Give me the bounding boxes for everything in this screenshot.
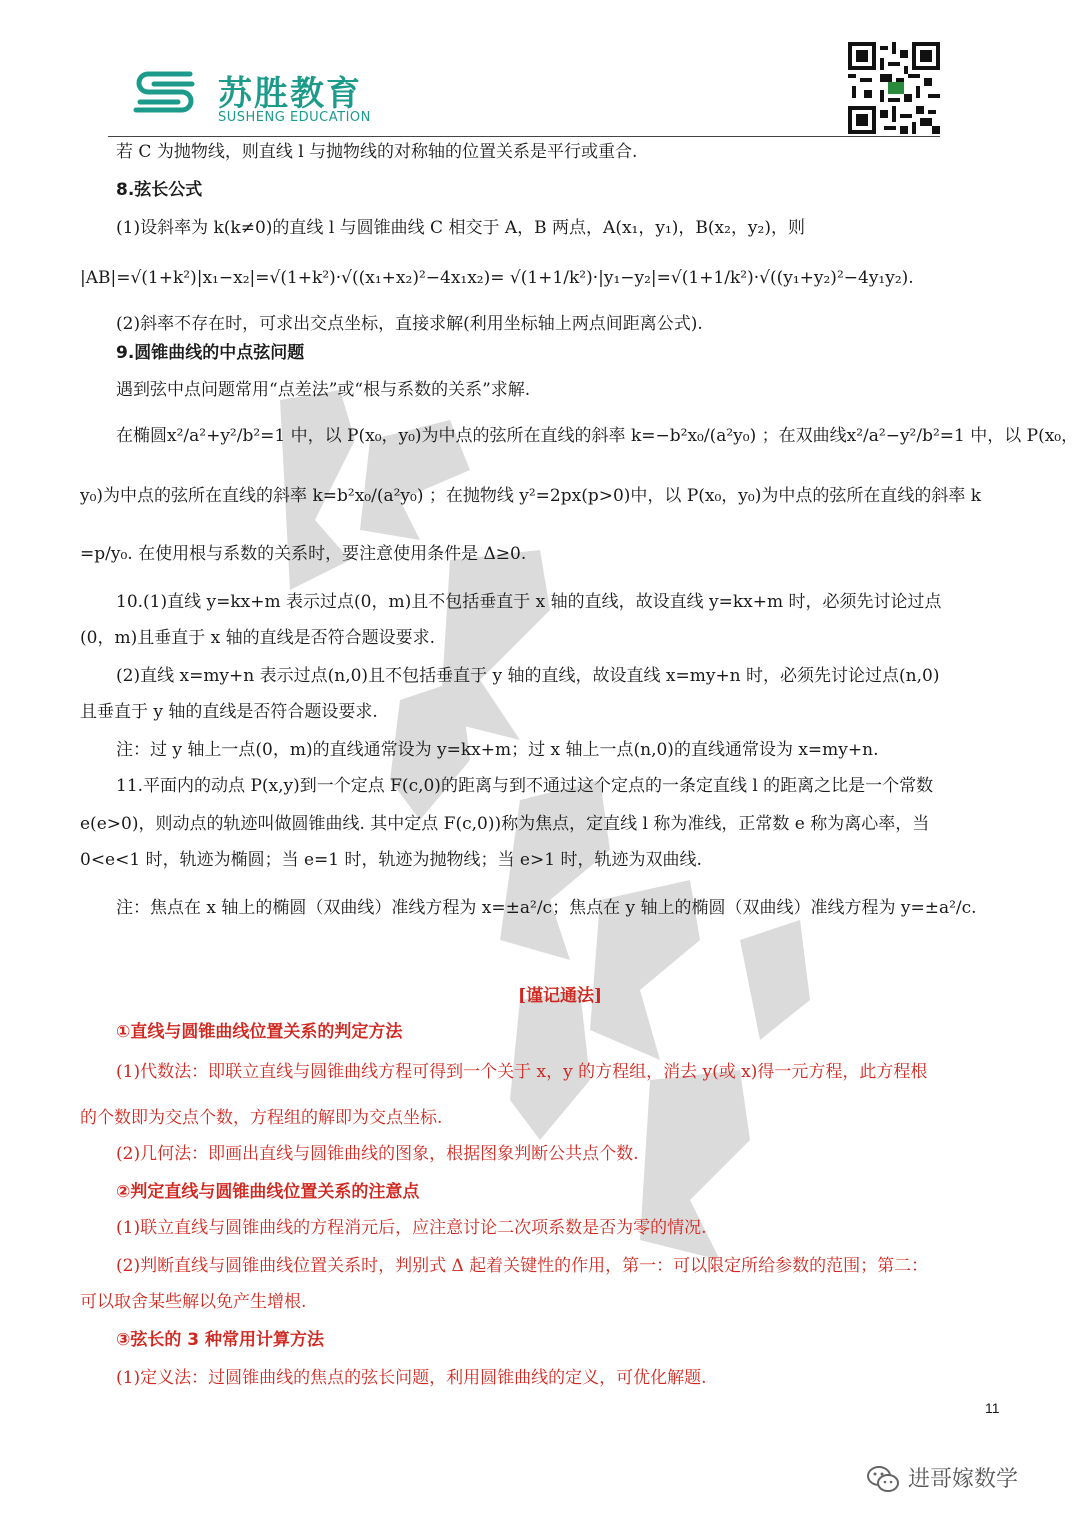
formula-line: y₀)为中点的弦所在直线的斜率 k=b²x₀/(a²y₀) ；在抛物线 y²=2px(p>0)中，以 P(x₀，y₀)为中点的弦所在直线的斜率 k [80, 486, 982, 506]
section-heading: 9.圆锥曲线的中点弦问题 [116, 343, 305, 363]
text-line: e(e>0)，则动点的轨迹叫做圆锥曲线. 其中定点 F(c,0))称为焦点，定直线 l 称为准线，正常数 e 称为离心率，当 [80, 814, 930, 834]
text-line: (2)斜率不存在时，可求出交点坐标，直接求解(利用坐标轴上两点间距离公式). [116, 314, 703, 334]
text-line: (2)几何法：即画出直线与圆锥曲线的图象，根据图象判断公共点个数. [116, 1144, 639, 1164]
text-line: (1)定义法：过圆锥曲线的焦点的弦长问题，利用圆锥曲线的定义，可优化解题. [116, 1368, 707, 1388]
text-line: 的个数即为交点个数，方程组的解即为交点坐标. [80, 1108, 443, 1128]
subsection-heading: ②判定直线与圆锥曲线位置关系的注意点 [116, 1182, 420, 1202]
text-line: 0<e<1 时，轨迹为椭圆；当 e=1 时，轨迹为抛物线；当 e>1 时，轨迹为双曲线. [80, 850, 702, 870]
text-line: 11.平面内的动点 P(x,y)到一个定点 F(c,0)的距离与到不通过这个定点的一条定直线 l 的距离之比是一个常数 [116, 776, 934, 796]
text-line: 且垂直于 y 轴的直线是否符合题设要求. [80, 702, 378, 722]
note-line: 注：过 y 轴上一点(0，m)的直线通常设为 y=kx+m；过 x 轴上一点(n,0)的直线通常设为 x=my+n. [116, 740, 879, 760]
section-heading: 8.弦长公式 [116, 180, 203, 200]
text-line: (0，m)且垂直于 x 轴的直线是否符合题设要求. [80, 628, 435, 648]
text-line: (2)直线 x=my+n 表示过点(n,0)且不包括垂直于 y 轴的直线，故设直线 x=my+n 时，必须先讨论过点(n,0) [116, 666, 940, 686]
text-line: 若 C 为抛物线，则直线 l 与抛物线的对称轴的位置关系是平行或重合. [116, 142, 638, 162]
text-line: (1)联立直线与圆锥曲线的方程消元后，应注意讨论二次项系数是否为零的情况. [116, 1218, 707, 1238]
formula-line: 在椭圆x²/a²+y²/b²=1 中，以 P(x₀，y₀)为中点的弦所在直线的斜率 k=−b²x₀/(a²y₀) ；在双曲线x²/a²−y²/b²=1 中，以 P(x₀， [116, 426, 1079, 446]
brand-name-cn: 苏胜教育 [218, 74, 362, 114]
text-line: 可以取舍某些解以免产生增根. [80, 1292, 307, 1312]
formula-line: =p/y₀. 在使用根与系数的关系时，要注意使用条件是 Δ≥0. [80, 544, 527, 564]
formula-line: |AB|=√(1+k²)|x₁−x₂|=√(1+k²)·√((x₁+x₂)²−4x₁x₂)= √(1+1/k²)·|y₁−y₂|=√(1+1/k²)·√((y₁+y₂)²−4y₁y₂). [80, 268, 914, 288]
text-line: (1)设斜率为 k(k≠0)的直线 l 与圆锥曲线 C 相交于 A，B 两点，A(x₁，y₁)，B(x₂，y₂)，则 [116, 218, 805, 238]
subsection-heading: ③弦长的 3 种常用计算方法 [116, 1330, 325, 1350]
section-title: [谨记通法] [517, 986, 603, 1006]
page-number: 11 [985, 1400, 1000, 1416]
wechat-account-label: 进哥嫁数学 [908, 1467, 1019, 1492]
brand-logo [130, 62, 430, 132]
qr-code-icon [848, 42, 940, 134]
text-line: (2)判断直线与圆锥曲线位置关系时，判别式 Δ 起着关键性的作用，第一：可以限定所给参数的范围；第二： [116, 1256, 929, 1276]
text-line: 遇到弦中点问题常用“点差法”或“根与系数的关系”求解. [116, 380, 531, 400]
header-divider [108, 136, 940, 137]
brand-name-en: SUSHENG EDUCATION [218, 110, 371, 125]
note-line: 注：焦点在 x 轴上的椭圆（双曲线）准线方程为 x=±a²/c；焦点在 y 轴上的椭圆（双曲线）准线方程为 y=±a²/c. [116, 898, 977, 918]
subsection-heading: ①直线与圆锥曲线位置关系的判定方法 [116, 1022, 403, 1042]
text-line: (1)代数法：即联立直线与圆锥曲线方程可得到一个关于 x，y 的方程组，消去 y(或 x)得一元方程，此方程根 [116, 1062, 928, 1082]
logo-mark-icon [130, 68, 202, 118]
text-line: 10.(1)直线 y=kx+m 表示过点(0，m)且不包括垂直于 x 轴的直线，故设直线 y=kx+m 时，必须先讨论过点 [116, 592, 942, 612]
wechat-icon [866, 1464, 900, 1494]
